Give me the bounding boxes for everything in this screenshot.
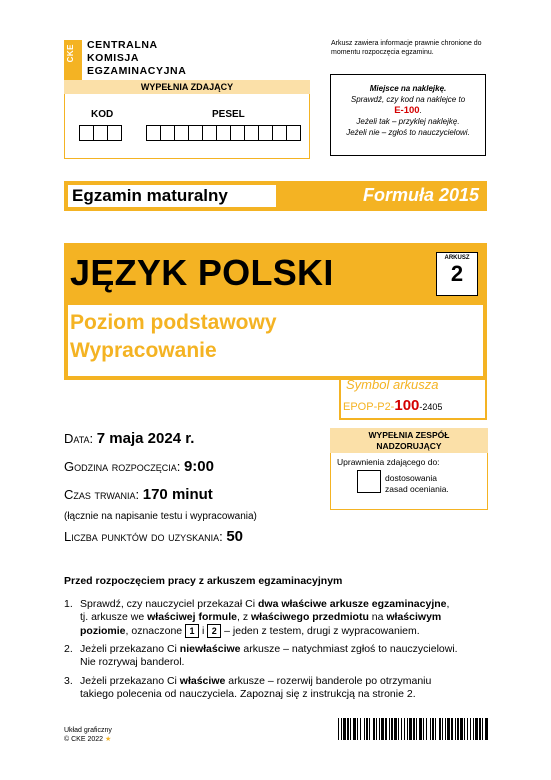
sticker-text: Sprawdź, czy kod na naklejce to xyxy=(350,95,466,104)
duration-label: Czas trwania: xyxy=(64,487,140,502)
symbol-part: -2405 xyxy=(419,402,443,412)
symbol-code xyxy=(343,397,442,416)
logo-mark: CKE xyxy=(66,44,75,63)
start-label: Godzina rozpoczęcia: xyxy=(64,459,181,474)
subject-title: JĘZYK POLSKI xyxy=(70,252,334,293)
sheet-number-box xyxy=(436,252,478,296)
logo-line: KOMISJA xyxy=(87,52,140,64)
team-option-line: dostosowania xyxy=(385,473,437,483)
exam-title: Egzamin maturalny xyxy=(72,186,228,205)
sheet-mark-1: 1 xyxy=(185,624,199,638)
item-text-bold: właściwym xyxy=(386,611,442,623)
team-text: Uprawnienia zdającego do: xyxy=(337,457,440,467)
item-text: , xyxy=(446,598,450,610)
pesel-boxes[interactable] xyxy=(146,125,300,141)
item-number: 2. xyxy=(64,643,73,655)
team-header-line: NADZORUJĄCY xyxy=(376,441,442,451)
sticker-text: Jeżeli nie – zgłoś to nauczycielowi. xyxy=(346,128,470,137)
team-option-line: zasad oceniania. xyxy=(385,484,449,494)
points xyxy=(64,528,243,545)
sheet-mark-2: 2 xyxy=(207,624,221,638)
pesel-label: PESEL xyxy=(212,109,245,120)
item-text: , oznaczone xyxy=(125,624,186,637)
item-text-bold: niewłaściwe xyxy=(179,643,241,655)
accommodation-checkbox[interactable] xyxy=(357,470,381,493)
sheet-number: 2 xyxy=(450,261,464,286)
item-text: , z xyxy=(236,611,251,623)
duration xyxy=(64,486,213,503)
item-number: 1. xyxy=(64,598,73,610)
logo-text xyxy=(87,39,186,78)
item-text-bold: dwa właściwe arkusze egzaminacyjne xyxy=(257,598,447,610)
footer-line: © CKE 2022 xyxy=(64,736,104,743)
cke-logo xyxy=(64,40,82,80)
instruction-item-1 xyxy=(64,598,504,638)
fill-box-header: WYPEŁNIA ZDAJĄCY xyxy=(64,80,310,94)
item-text: – jeden z testem, drugi z wypracowaniem. xyxy=(221,624,420,637)
symbol-part: 100 xyxy=(394,397,420,414)
level-text xyxy=(70,309,277,365)
date-label: Data: xyxy=(64,431,94,446)
symbol-label: Symbol arkusza xyxy=(346,377,439,392)
instructions-heading: Przed rozpoczęciem pracy z arkuszem egzaminacyjnym xyxy=(64,575,343,587)
item-text: tj. arkusze we xyxy=(80,611,148,623)
level-line: Wypracowanie xyxy=(70,339,217,362)
sheet-label: ARKUSZ xyxy=(444,255,470,261)
item-text: i xyxy=(199,624,208,637)
logo-line: EGZAMINACYJNA xyxy=(87,65,187,77)
points-label: Liczba punktów do uzyskania: xyxy=(64,529,223,544)
item-text: na xyxy=(368,611,387,623)
item-text-bold: poziomie xyxy=(80,624,126,637)
item-text-bold: właściwej formule xyxy=(147,611,237,623)
footer-credits xyxy=(64,726,112,744)
sticker-area xyxy=(330,74,486,156)
duration-note: (łącznie na napisanie testu i wypracowania) xyxy=(64,511,257,522)
sticker-title: Miejsce na naklejkę. xyxy=(369,84,447,93)
date-value: 7 maja 2024 r. xyxy=(96,430,195,447)
exam-date xyxy=(64,430,194,447)
star-icon: ★ xyxy=(104,736,112,743)
team-option xyxy=(385,473,449,495)
start-time xyxy=(64,458,214,475)
barcode xyxy=(338,718,488,740)
legal-note: Arkusz zawiera informacje prawnie chronione do momentu rozpoczęcia egzaminu. xyxy=(331,40,482,56)
sticker-text: Jeżeli tak – przyklej naklejkę. xyxy=(356,117,460,126)
level-line: Poziom podstawowy xyxy=(70,311,277,334)
kod-label: KOD xyxy=(91,109,114,120)
item-text: takiego polecenia od nauczyciela. Zapoznaj się z instrukcją na stronie 2. xyxy=(80,688,416,700)
duration-value: 170 minut xyxy=(142,486,213,503)
instruction-item-2 xyxy=(64,643,504,671)
symbol-part: EPOP-P2- xyxy=(343,401,395,413)
points-value: 50 xyxy=(226,528,244,545)
logo-line: CENTRALNA xyxy=(87,39,158,51)
sticker-code-suffix: . xyxy=(419,106,422,115)
item-text: Nie rozrywaj banderol. xyxy=(80,656,185,668)
exam-formula: Formuła 2015 xyxy=(363,185,480,205)
item-text: Sprawdź, czy nauczyciel przekazał Ci xyxy=(80,598,258,610)
item-text: Jeżeli przekazano Ci xyxy=(80,675,180,687)
sticker-code: E-100 xyxy=(394,105,420,116)
instruction-item-3 xyxy=(64,675,504,703)
item-text-bold: właściwe xyxy=(179,675,226,687)
item-text: arkusze – natychmiast zgłoś to nauczycielowi. xyxy=(240,643,458,655)
footer-line: Układ graficzny xyxy=(64,727,112,734)
item-number: 3. xyxy=(64,675,73,687)
kod-boxes[interactable] xyxy=(79,125,121,141)
item-text: Jeżeli przekazano Ci xyxy=(80,643,180,655)
team-box-header xyxy=(330,428,488,453)
item-text: arkusze – rozerwij banderole po otrzymaniu xyxy=(225,675,432,687)
start-value: 9:00 xyxy=(183,458,214,475)
team-header-line: WYPEŁNIA ZESPÓŁ xyxy=(368,430,450,440)
item-text-bold: właściwego przedmiotu xyxy=(251,611,369,623)
